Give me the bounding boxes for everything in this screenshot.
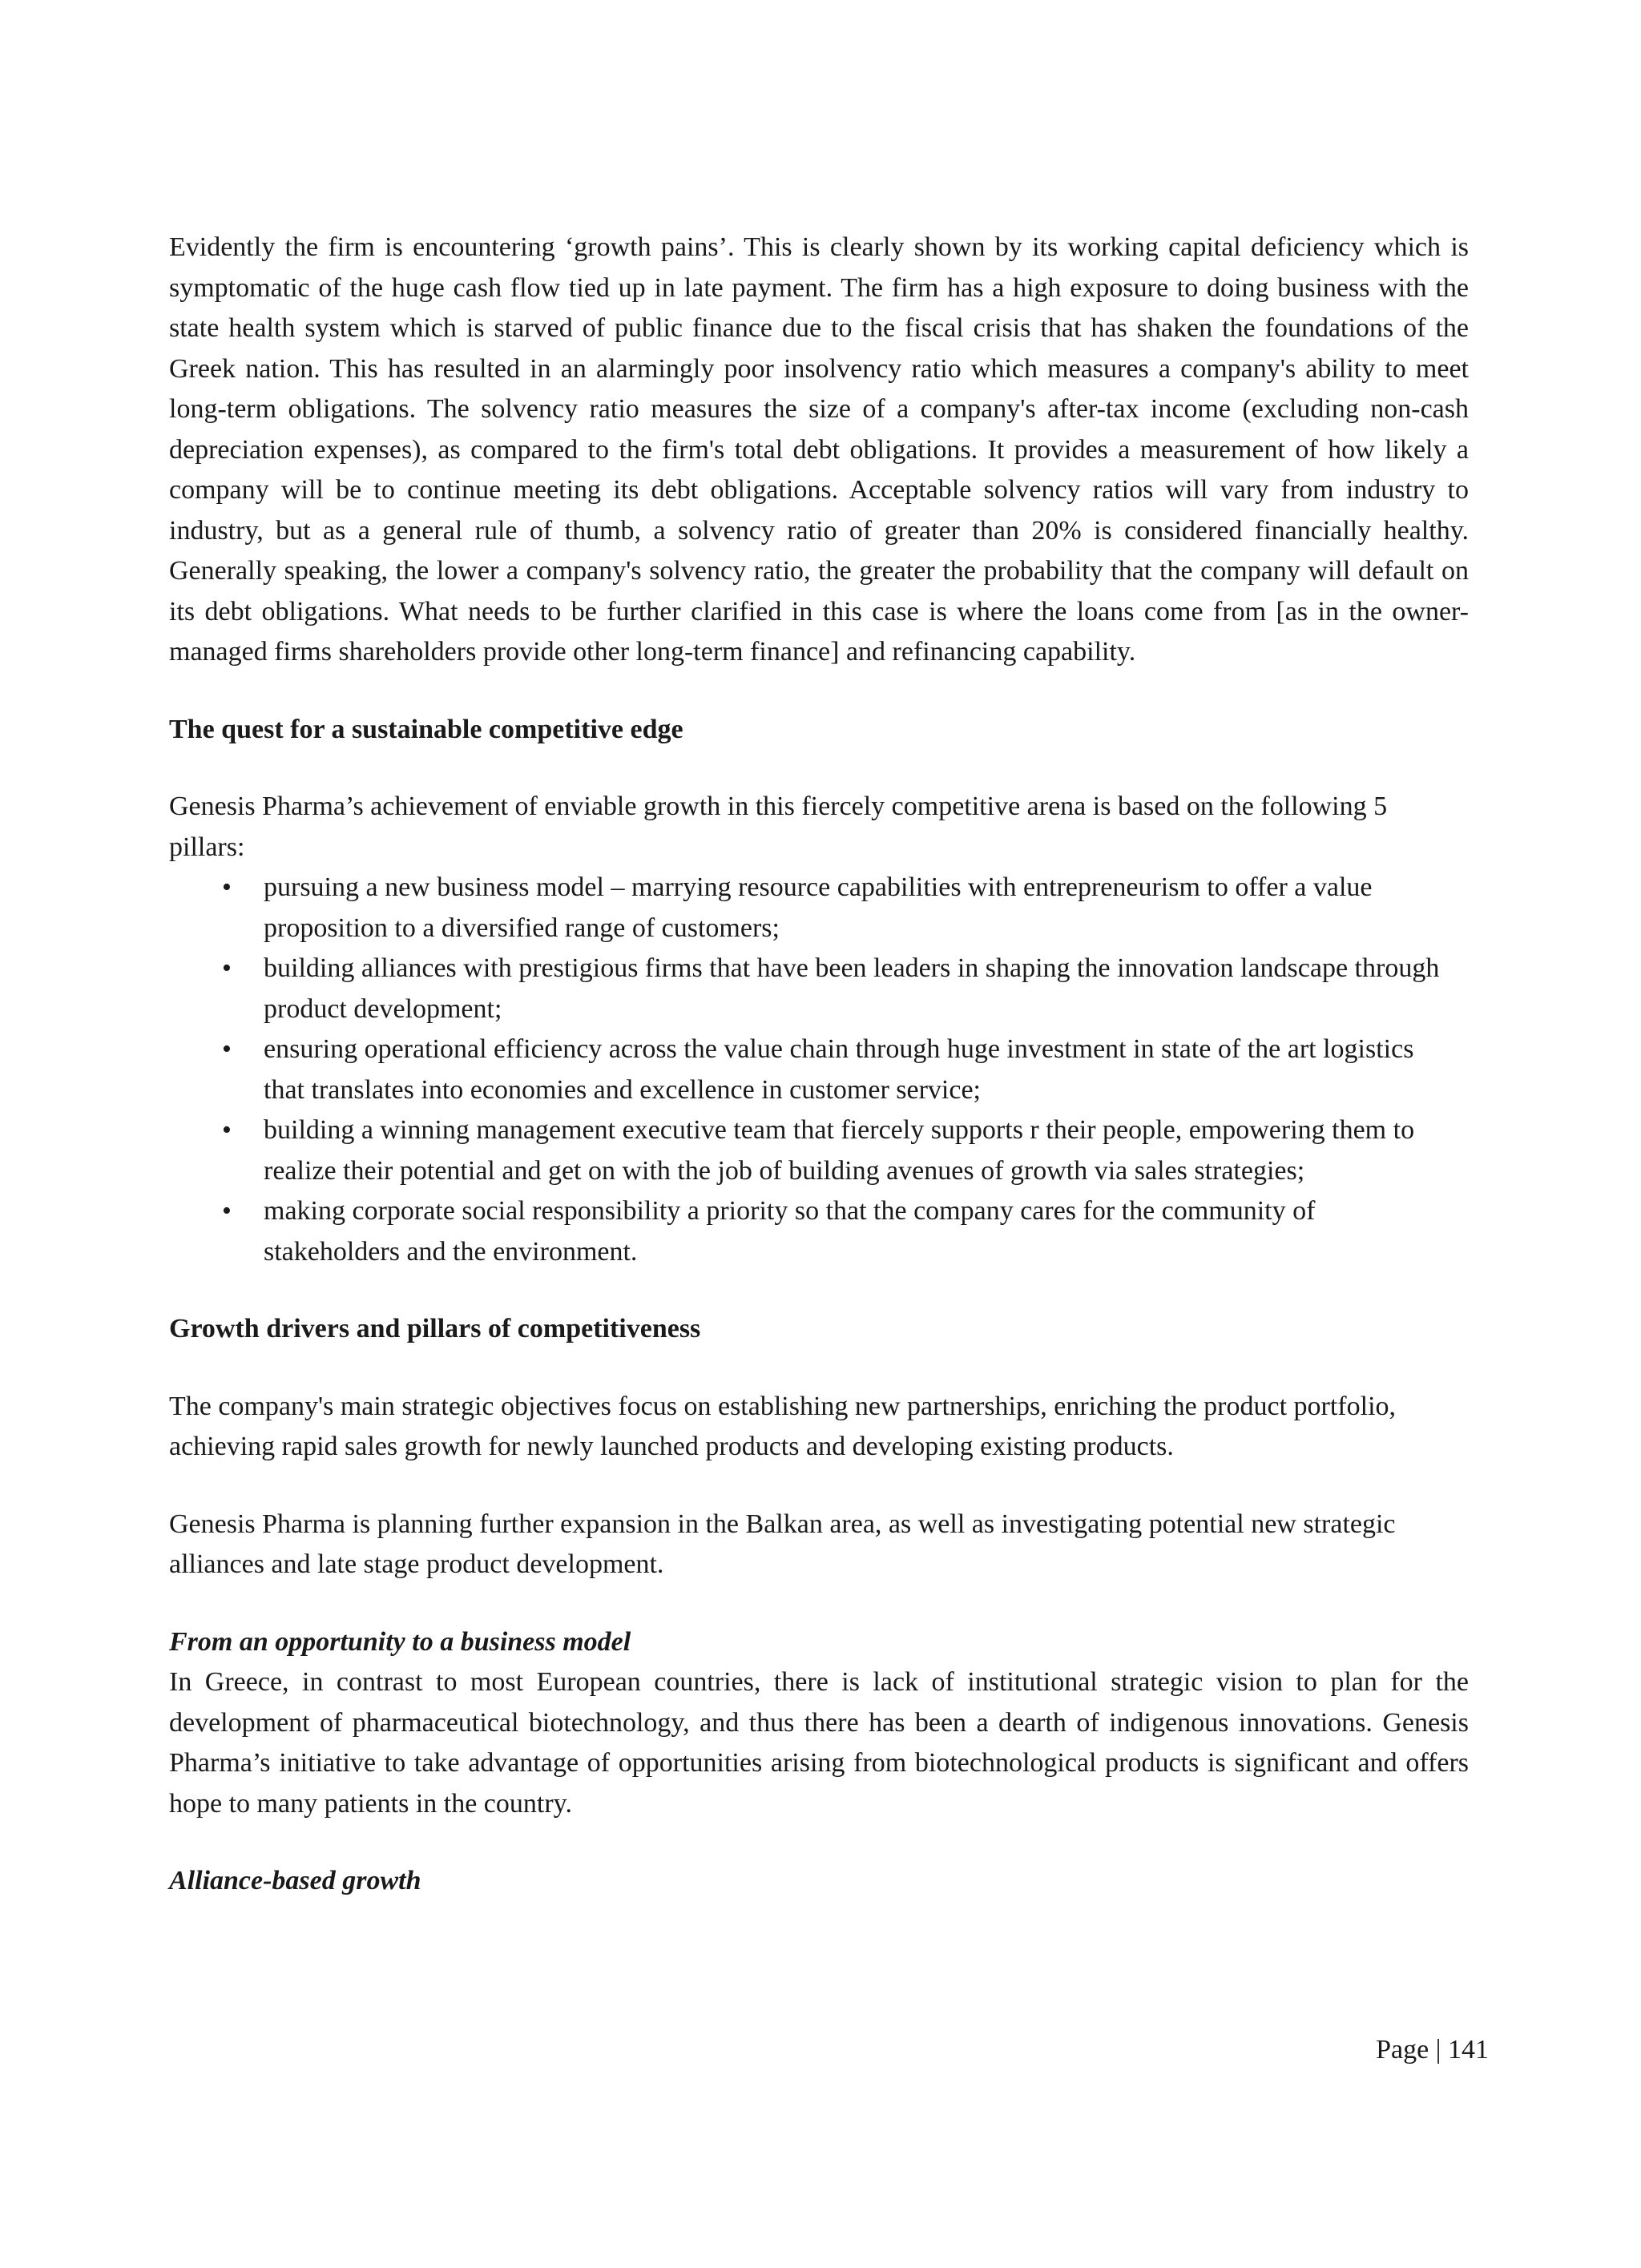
list-item-text: pursuing a new business model – marrying resource capabilities with entrepreneurism to offer a value proposition to a diversified range of customers;	[264, 872, 1373, 943]
page-number: Page | 141	[1376, 2035, 1489, 2065]
list-item	[169, 868, 1469, 949]
bullet-icon: •	[222, 1115, 232, 1145]
growth-paragraph-objectives: The company's main strategic objectives focus on establishing new partnerships, enriching the product portfolio, achieving rapid sales growth for newly launched products and developing existing products.	[169, 1391, 1397, 1461]
bullet-icon: •	[222, 872, 232, 902]
pillars-list	[169, 868, 1469, 1272]
opportunity-paragraph: In Greece, in contrast to most European countries, there is lack of institutional strategic vision to plan for the development of pharmaceutical biotechnology, and thus there has been a dearth of indigenous innovations. Genesis Pharma’s initiative to take advantage of opportunities arising from biotechnological products is significant and offers hope to many patients in the country.	[169, 1667, 1469, 1819]
bullet-icon: •	[222, 1034, 232, 1064]
pillars-lead-paragraph: Genesis Pharma’s achievement of enviable growth in this fiercely competitive arena is based on the following 5 pillars:	[169, 792, 1388, 862]
growth-paragraph-expansion: Genesis Pharma is planning further expansion in the Balkan area, as well as investigating potential new strategic alliances and late stage product development.	[169, 1509, 1396, 1579]
list-item-text: building alliances with prestigious firms that have been leaders in shaping the innovation landscape through product development;	[264, 953, 1440, 1024]
subheading-opportunity: From an opportunity to a business model	[169, 1626, 631, 1657]
list-item-text: making corporate social responsibility a priority so that the company cares for the community of stakeholders and the environment.	[264, 1196, 1316, 1267]
bullet-icon: •	[222, 953, 232, 983]
list-item	[169, 1191, 1469, 1272]
list-item-text: building a winning management executive team that fiercely supports r their people, empowering them to realize their potential and get on with the job of building avenues of growth via sales strategies;	[264, 1115, 1415, 1186]
section-heading-growth-drivers: Growth drivers and pillars of competitiveness	[169, 1314, 701, 1343]
list-item-text: ensuring operational efficiency across the value chain through huge investment in state of the art logistics that translates into economies and excellence in customer service;	[264, 1034, 1414, 1105]
list-item	[169, 1029, 1469, 1110]
page-body	[169, 228, 1469, 1902]
subheading-alliance-growth: Alliance-based growth	[169, 1866, 421, 1895]
list-item	[169, 1110, 1469, 1191]
section-heading-quest: The quest for a sustainable competitive edge	[169, 714, 683, 744]
list-item	[169, 949, 1469, 1029]
bullet-icon: •	[222, 1196, 232, 1226]
intro-paragraph: Evidently the firm is encountering ‘growth pains’. This is clearly shown by its working capital deficiency which is symptomatic of the huge cash flow tied up in late payment. The firm has a high exposure to doing business with the state health system which is starved of public finance due to the fiscal crisis that has shaken the foundations of the Greek nation. This has resulted in an alarmingly poor insolvency ratio which measures a company's ability to meet long-term obligations. The solvency ratio measures the size of a company's after-tax income (excluding non-cash depreciation expenses), as compared to the firm's total debt obligations. It provides a measurement of how likely a company will be to continue meeting its debt obligations. Acceptable solvency ratios will vary from industry to industry, but as a general rule of thumb, a solvency ratio of greater than 20% is considered financially healthy. Generally speaking, the lower a company's solvency ratio, the greater the probability that the company will default on its debt obligations. What needs to be further clarified in this case is where the loans come from [as in the owner-managed firms shareholders provide other long-term finance] and refinancing capability.	[169, 232, 1469, 667]
